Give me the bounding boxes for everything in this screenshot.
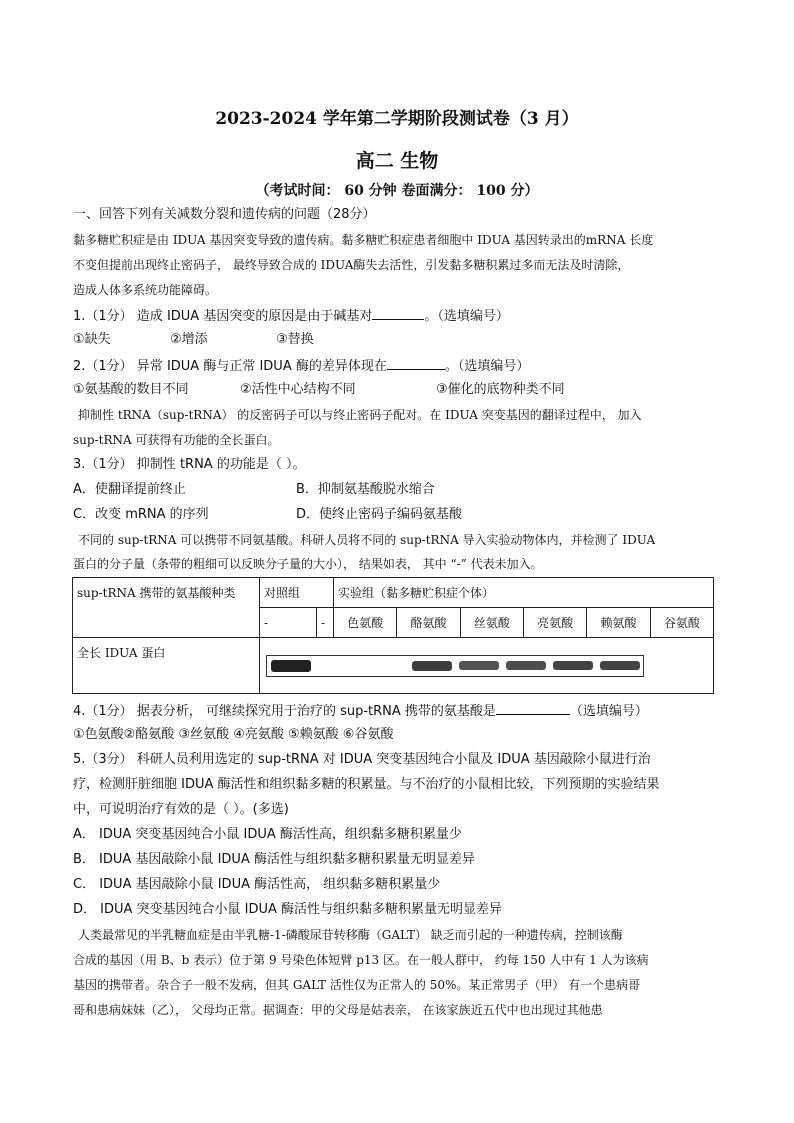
intro4-line-3: 基因的携带者。杂合子一般不发病，但其 GALT 活性仅为正常人的 50%。某正常男子（甲） 有一个患病哥 bbox=[73, 978, 641, 992]
q3-option-b: B．抑制氨基酸脱水缩合 bbox=[296, 482, 435, 497]
table-amino-acid: 赖氨酸 bbox=[587, 608, 650, 638]
blot-band bbox=[600, 661, 640, 671]
question-1-stem: 1.（1分） 造成 IDUA 基因突变的原因是由于碱基对 bbox=[73, 309, 373, 324]
q2-option-1: ①氨基酸的数目不同 bbox=[73, 382, 189, 397]
result-table bbox=[72, 577, 714, 694]
question-5-line-2: 疗，检测肝脏细胞 IDUA 酶活性和组织黏多糖的积累量。与不治疗的小鼠相比较，下列预期的实验结果 bbox=[73, 777, 660, 792]
question-1-tail: 。（选填编号） bbox=[424, 309, 509, 324]
table-amino-acid: 谷氨酸 bbox=[650, 608, 713, 638]
q3-option-c: C．改变 mRNA 的序列 bbox=[73, 507, 209, 522]
q5-option-d: D． IDUA 突变基因纯合小鼠 IDUA 酶活性与组织黏多糖积累量无明显差异 bbox=[73, 902, 503, 917]
question-2-stem: 2.（1分） 异常 IDUA 酶与正常 IDUA 酶的差异体现在 bbox=[73, 359, 387, 374]
blot-band bbox=[412, 661, 452, 671]
answer-blank-2[interactable] bbox=[387, 356, 445, 370]
q5-option-b: B． IDUA 基因敲除小鼠 IDUA 酶活性与组织黏多糖积累量无明显差异 bbox=[73, 852, 475, 867]
answer-blank-4[interactable] bbox=[496, 701, 570, 715]
q5-option-a: A． IDUA 突变基因纯合小鼠 IDUA 酶活性高，组织黏多糖积累量少 bbox=[73, 827, 462, 842]
section-heading: 一、回答下列有关减数分裂和遗传病的问题（28分） bbox=[73, 207, 376, 222]
table-amino-acid: 色氨酸 bbox=[334, 608, 397, 638]
question-1 bbox=[73, 306, 509, 326]
blot-band bbox=[506, 661, 546, 670]
table-protein-label: 全长 IDUA 蛋白 bbox=[73, 638, 260, 694]
intro4-line-4: 哥和患病妹妹（乙）， 父母均正常。据调查：甲的父母是姑表亲， 在该家族近五代中也出现过其他患 bbox=[73, 1003, 603, 1017]
table-row-header: sup-tRNA 携带的氨基酸种类 bbox=[73, 578, 260, 638]
blot-band bbox=[459, 661, 499, 669]
answer-blank-1[interactable] bbox=[372, 306, 424, 320]
question-4-tail: （选填编号） bbox=[569, 704, 648, 719]
blot-band bbox=[553, 661, 593, 671]
exam-info: （考试时间： 60 分钟 卷面满分： 100 分） bbox=[255, 183, 539, 199]
intro3-line-2: 蛋白的分子量（条带的粗细可以反映分子量的大小）， 结果如表， 其中 “-” 代表未加入。 bbox=[73, 557, 543, 571]
intro4-line-2: 合成的基因（用 B、b 表示）位于第 9 号染色体短臂 p13 区。在一般人群中， 约每 150 人中有 1 人为该病 bbox=[73, 953, 649, 967]
western-blot-image bbox=[266, 655, 644, 677]
intro3-line-1: 不同的 sup-tRNA 可以携带不同氨基酸。科研人员将不同的 sup-tRNA 导入实验动物体内，并检测了 IDUA bbox=[78, 533, 656, 547]
question-2 bbox=[73, 356, 529, 376]
table-cell-dash: - bbox=[260, 608, 317, 638]
question-5-line-1: 5.（3分） 科研人员利用选定的 sup-tRNA 对 IDUA 突变基因纯合小鼠及 IDUA 基因敲除小鼠进行治 bbox=[73, 752, 651, 767]
table-cell-dash: - bbox=[317, 608, 334, 638]
exam-title: 2023-2024 学年第二学期阶段测试卷（3 月） bbox=[215, 109, 579, 129]
question-4-stem: 4.（1分） 据表分析， 可继续探究用于治疗的 sup-tRNA 携带的氨基酸是 bbox=[73, 704, 496, 719]
intro2-line-1: 抑制性 tRNA（sup-tRNA） 的反密码子可以与终止密码子配对。在 IDUA 突变基因的翻译过程中， 加入 bbox=[78, 408, 642, 422]
question-3: 3.（1分） 抑制性 tRNA 的功能是（ ）。 bbox=[73, 457, 306, 472]
q3-option-a: A．使翻译提前终止 bbox=[73, 482, 186, 497]
table-amino-acid: 亮氨酸 bbox=[523, 608, 586, 638]
q2-option-2: ②活性中心结构不同 bbox=[240, 382, 356, 397]
exam-subject: 高二 生物 bbox=[355, 150, 439, 172]
blot-band bbox=[271, 660, 311, 672]
question-5-line-3: 中，可说明治疗有效的是（ ）。(多选) bbox=[73, 802, 289, 817]
table-amino-acid: 酪氨酸 bbox=[397, 608, 460, 638]
intro4-line-1: 人类最常见的半乳糖血症是由半乳糖-1-磷酸尿苷转移酶（GALT） 缺乏而引起的一种遗传病，控制该酶 bbox=[78, 928, 623, 942]
q1-option-3: ③替换 bbox=[276, 332, 314, 347]
western-blot-cell bbox=[260, 638, 714, 694]
question-2-tail: 。（选填编号） bbox=[444, 359, 530, 374]
intro-line-3: 造成人体多系统功能障碍。 bbox=[73, 283, 218, 297]
q2-option-3: ③催化的底物种类不同 bbox=[436, 382, 565, 397]
intro2-line-2: sup-tRNA 可获得有功能的全长蛋白。 bbox=[73, 433, 280, 447]
q4-options: ①色氨酸②酪氨酸 ③丝氨酸 ④亮氨酸 ⑤赖氨酸 ⑥谷氨酸 bbox=[73, 727, 394, 742]
q3-option-d: D．使终止密码子编码氨基酸 bbox=[296, 507, 463, 522]
q1-option-2: ②增添 bbox=[170, 332, 208, 347]
table-control-header: 对照组 bbox=[260, 578, 334, 608]
table-experiment-header: 实验组（黏多糖贮积症个体） bbox=[334, 578, 714, 608]
q1-option-1: ①缺失 bbox=[73, 332, 111, 347]
table-amino-acid: 丝氨酸 bbox=[460, 608, 523, 638]
question-4 bbox=[73, 701, 648, 721]
intro-line-1: 黏多糖贮积症是由 IDUA 基因突变导致的遗传病。黏多糖贮积症患者细胞中 IDUA 基因转录出的mRNA 长度 bbox=[73, 233, 654, 247]
q5-option-c: C． IDUA 基因敲除小鼠 IDUA 酶活性高， 组织黏多糖积累量少 bbox=[73, 877, 441, 892]
intro-line-2: 不变但提前出现终止密码子， 最终导致合成的 IDUA酶失去活性，引发黏多糖积累过多而无法及时清除， bbox=[73, 258, 630, 272]
